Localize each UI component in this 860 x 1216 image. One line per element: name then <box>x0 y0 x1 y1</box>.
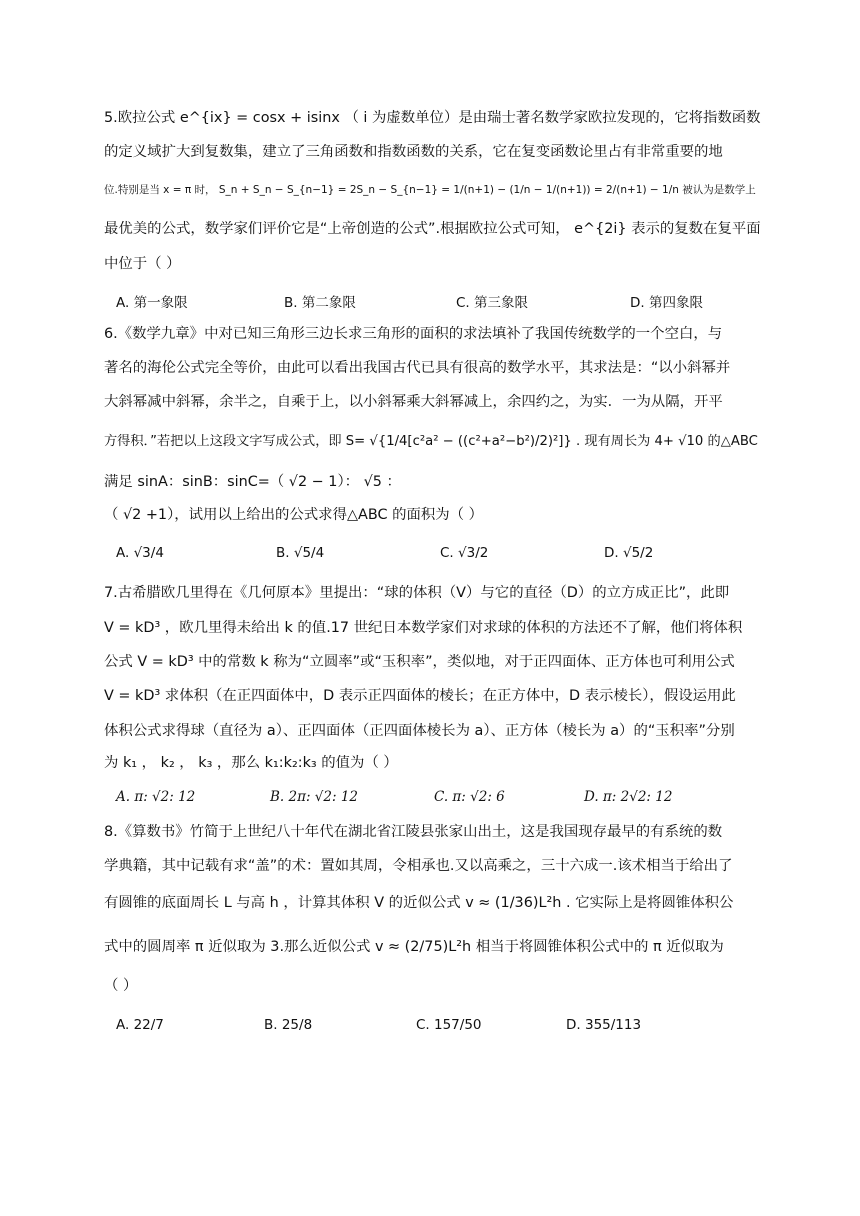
q8-options <box>116 1017 756 1051</box>
q5-line-5: 中位于（ ） <box>104 256 181 272</box>
q7-line-6: 为 k₁ ， k₂ ， k₃ ，那么 k₁:k₂:k₃ 的值为（ ） <box>104 755 398 771</box>
q7-options <box>116 789 756 823</box>
q6-option-d[interactable]: D. √5/2 <box>604 545 654 561</box>
q5-line-3: 位.特别是当 x = π 时， S_n + S_n − S_{n−1} = 2S_n − S_{n−1} = 1/(n+1) − (1/n − 1/(n+1)) = 2/(n+1) − 1/n 被认为是数学上 <box>104 184 756 196</box>
q8-option-c[interactable]: C. 157/50 <box>416 1017 482 1033</box>
q6-options <box>116 545 756 579</box>
q5-options <box>116 291 756 325</box>
q5-line-2: 的定义域扩大到复数集，建立了三角函数和指数函数的关系，它在复变函数论里占有非常重要的地 <box>104 144 723 160</box>
q5-option-c[interactable]: C. 第三象限 <box>456 295 529 311</box>
q8-option-d[interactable]: D. 355/113 <box>566 1017 642 1033</box>
q7-option-a[interactable]: A. π: √2: 12 <box>116 789 196 805</box>
q8-option-b[interactable]: B. 25/8 <box>264 1017 313 1033</box>
q7-line-1: 7.古希腊欧几里得在《几何原本》里提出：“球的体积（V）与它的直径（D）的立方成正比”，此即 <box>104 585 730 601</box>
q6-line-2: 著名的海伦公式完全等价，由此可以看出我国古代已具有很高的数学水平，其求法是：“以小斜幂并 <box>104 360 731 376</box>
q5-option-d[interactable]: D. 第四象限 <box>630 295 703 311</box>
q5-line-1: 5.欧拉公式 e^{ix} = cosx + isinx （ i 为虚数单位）是由瑞士著名数学家欧拉发现的，它将指数函数 <box>104 110 761 126</box>
q8-option-a[interactable]: A. 22/7 <box>116 1017 164 1033</box>
q6-line-6: （ √2 +1），试用以上给出的公式求得△ABC 的面积为（ ） <box>104 507 484 523</box>
q6-line-4: 方得积．”若把以上这段文字写成公式，即 S= √{1/4[c²a² − ((c²+a²−b²)/2)²]} . 现有周长为 4+ √10 的△ABC <box>104 434 758 449</box>
q7-option-b[interactable]: B. 2π: √2: 12 <box>270 789 359 805</box>
q6-line-3: 大斜幂减中斜幂，余半之，自乘于上，以小斜幂乘大斜幂减上，余四约之，为实．一为从隔，开平 <box>104 394 723 410</box>
q8-line-3: 有圆锥的底面周长 L 与高 h ，计算其体积 V 的近似公式 v ≈ (1/36)L²h . 它实际上是将圆锥体积公 <box>104 895 734 911</box>
q7-option-d[interactable]: D. π: 2√2: 12 <box>584 789 673 805</box>
q8-line-4: 式中的圆周率 π 近似取为 3.那么近似公式 v ≈ (2/75)L²h 相当于将圆锥体积公式中的 π 近似取为 <box>104 939 724 955</box>
q5-option-b[interactable]: B. 第二象限 <box>284 295 356 311</box>
q7-line-2: V = kD³ ，欧几里得未给出 k 的值.17 世纪日本数学家们对求球的体积的方法还不了解，他们将体积 <box>104 620 743 636</box>
q7-line-4: V = kD³ 求体积（在正四面体中，D 表示正四面体的棱长；在正方体中，D 表示棱长），假设运用此 <box>104 688 736 704</box>
q7-line-3: 公式 V = kD³ 中的常数 k 称为“立圆率”或“玉积率”，类似地，对于正四面体、正方体也可利用公式 <box>104 654 735 670</box>
q6-option-a[interactable]: A. √3/4 <box>116 545 164 561</box>
q8-line-5: （ ） <box>104 978 138 994</box>
q8-line-2: 学典籍，其中记载有求“盖”的术：置如其周，令相承也.又以高乘之，三十六成一.该术相当于给出了 <box>104 858 733 874</box>
q5-line-4: 最优美的公式，数学家们评价它是“上帝创造的公式”.根据欧拉公式可知， e^{2i} 表示的复数在复平面 <box>104 221 761 237</box>
q8-line-1: 8.《算数书》竹简于上世纪八十年代在湖北省江陵县张家山出土，这是我国现存最早的有系统的数 <box>104 824 723 840</box>
q7-line-5: 体积公式求得球（直径为 a）、正四面体（正四面体棱长为 a）、正方体（棱长为 a）的“玉积率”分别 <box>104 723 735 739</box>
q6-option-c[interactable]: C. √3/2 <box>440 545 489 561</box>
q6-line-5: 满足 sinA：sinB：sinC=（ √2 − 1）： √5 ： <box>104 474 401 490</box>
q6-line-1: 6.《数学九章》中对已知三角形三边长求三角形的面积的求法填补了我国传统数学的一个空白，与 <box>104 326 723 342</box>
q5-option-a[interactable]: A. 第一象限 <box>116 295 188 311</box>
q7-option-c[interactable]: C. π: √2: 6 <box>434 789 505 805</box>
q6-option-b[interactable]: B. √5/4 <box>276 545 325 561</box>
